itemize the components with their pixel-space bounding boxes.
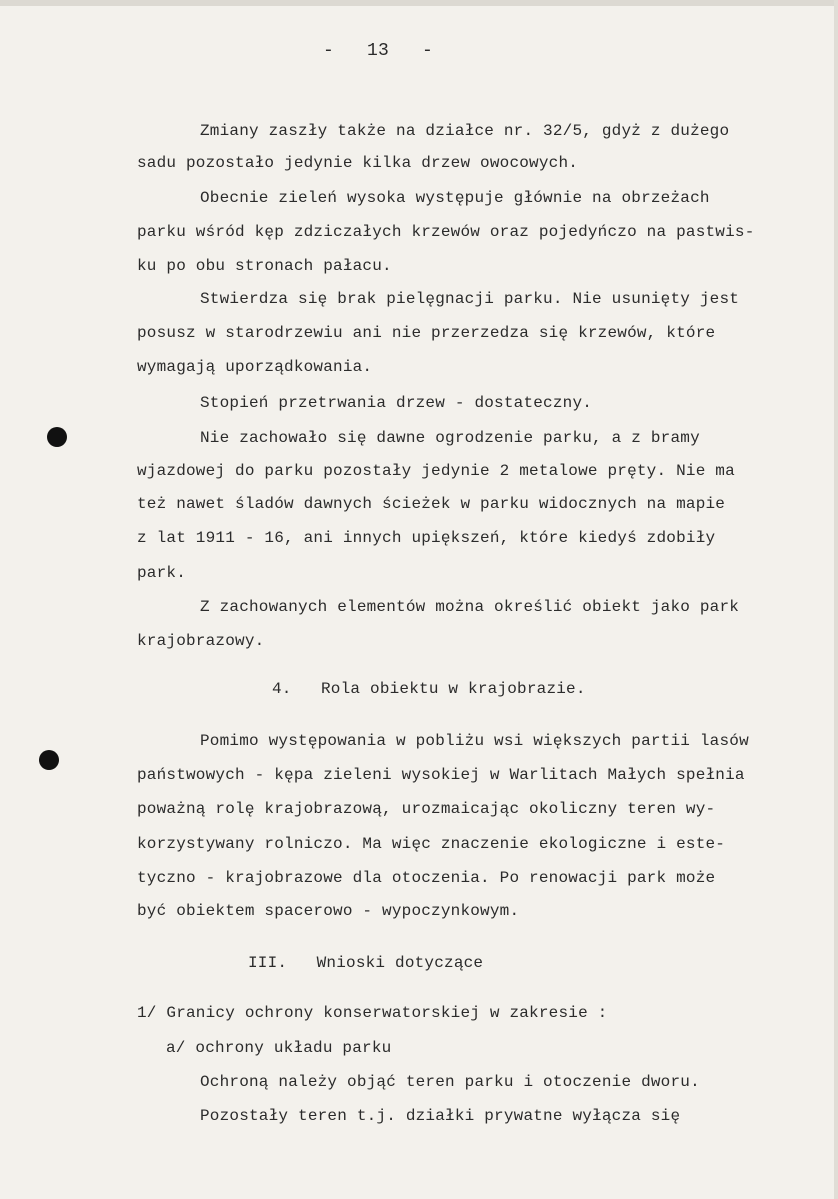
punch-hole-bottom bbox=[39, 750, 59, 770]
text-line-6: Stwierdza się brak pielęgnacji parku. Nie usunięty jest bbox=[200, 290, 740, 308]
text-line-21: tyczno - krajobrazowe dla otoczenia. Po renowacji park może bbox=[137, 869, 716, 887]
text-line-5: ku po obu stronach pałacu. bbox=[137, 257, 392, 275]
text-line-1: Zmiany zaszły także na działce nr. 32/5, gdyż z dużego bbox=[200, 122, 730, 140]
text-line-14: park. bbox=[137, 564, 187, 582]
text-line-3: Obecnie zieleń wysoka występuje głównie na obrzeżach bbox=[200, 189, 710, 207]
section-heading-III: III. Wnioski dotyczące bbox=[248, 954, 484, 972]
text-line-8: wymagają uporządkowania. bbox=[137, 358, 373, 376]
text-line-23: Ochroną należy objąć teren parku i otoczenie dworu. bbox=[200, 1073, 700, 1091]
text-line-4: parku wśród kęp zdziczałych krzewów oraz pojedyńczo na pastwis- bbox=[137, 223, 755, 241]
text-line-24: Pozostały teren t.j. działki prywatne wyłącza się bbox=[200, 1107, 681, 1125]
text-line-17: Pomimo występowania w pobliżu wsi większych partii lasów bbox=[200, 732, 749, 750]
text-line-16: krajobrazowy. bbox=[137, 632, 265, 650]
list-item-1a: a/ ochrony układu parku bbox=[166, 1039, 392, 1057]
text-line-22: być obiektem spacerowo - wypoczynkowym. bbox=[137, 902, 520, 920]
page-edge-right bbox=[834, 0, 838, 1199]
text-line-12: też nawet śladów dawnych ścieżek w parku widocznych na mapie bbox=[137, 495, 726, 513]
text-line-10: Nie zachowało się dawne ogrodzenie parku, a z bramy bbox=[200, 429, 700, 447]
page-number: - 13 - bbox=[323, 41, 434, 61]
text-line-15: Z zachowanych elementów można określić obiekt jako park bbox=[200, 598, 740, 616]
list-item-1: 1/ Granicy ochrony konserwatorskiej w zakresie : bbox=[137, 1004, 608, 1022]
text-line-2: sadu pozostało jedynie kilka drzew owocowych. bbox=[137, 154, 579, 172]
section-heading-4: 4. Rola obiektu w krajobrazie. bbox=[272, 680, 586, 698]
text-line-9: Stopień przetrwania drzew - dostateczny. bbox=[200, 394, 593, 412]
text-line-11: wjazdowej do parku pozostały jedynie 2 metalowe pręty. Nie ma bbox=[137, 462, 735, 480]
text-line-18: państwowych - kępa zieleni wysokiej w Warlitach Małych spełnia bbox=[137, 766, 745, 784]
punch-hole-top bbox=[47, 427, 67, 447]
page-edge-top bbox=[0, 0, 838, 6]
text-line-7: posusz w starodrzewiu ani nie przerzedza się krzewów, które bbox=[137, 324, 716, 342]
text-line-13: z lat 1911 - 16, ani innych upiększeń, które kiedyś zdobiły bbox=[137, 529, 716, 547]
text-line-19: poważną rolę krajobrazową, urozmaicając okoliczny teren wy- bbox=[137, 800, 716, 818]
text-line-20: korzystywany rolniczo. Ma więc znaczenie ekologiczne i este- bbox=[137, 835, 726, 853]
